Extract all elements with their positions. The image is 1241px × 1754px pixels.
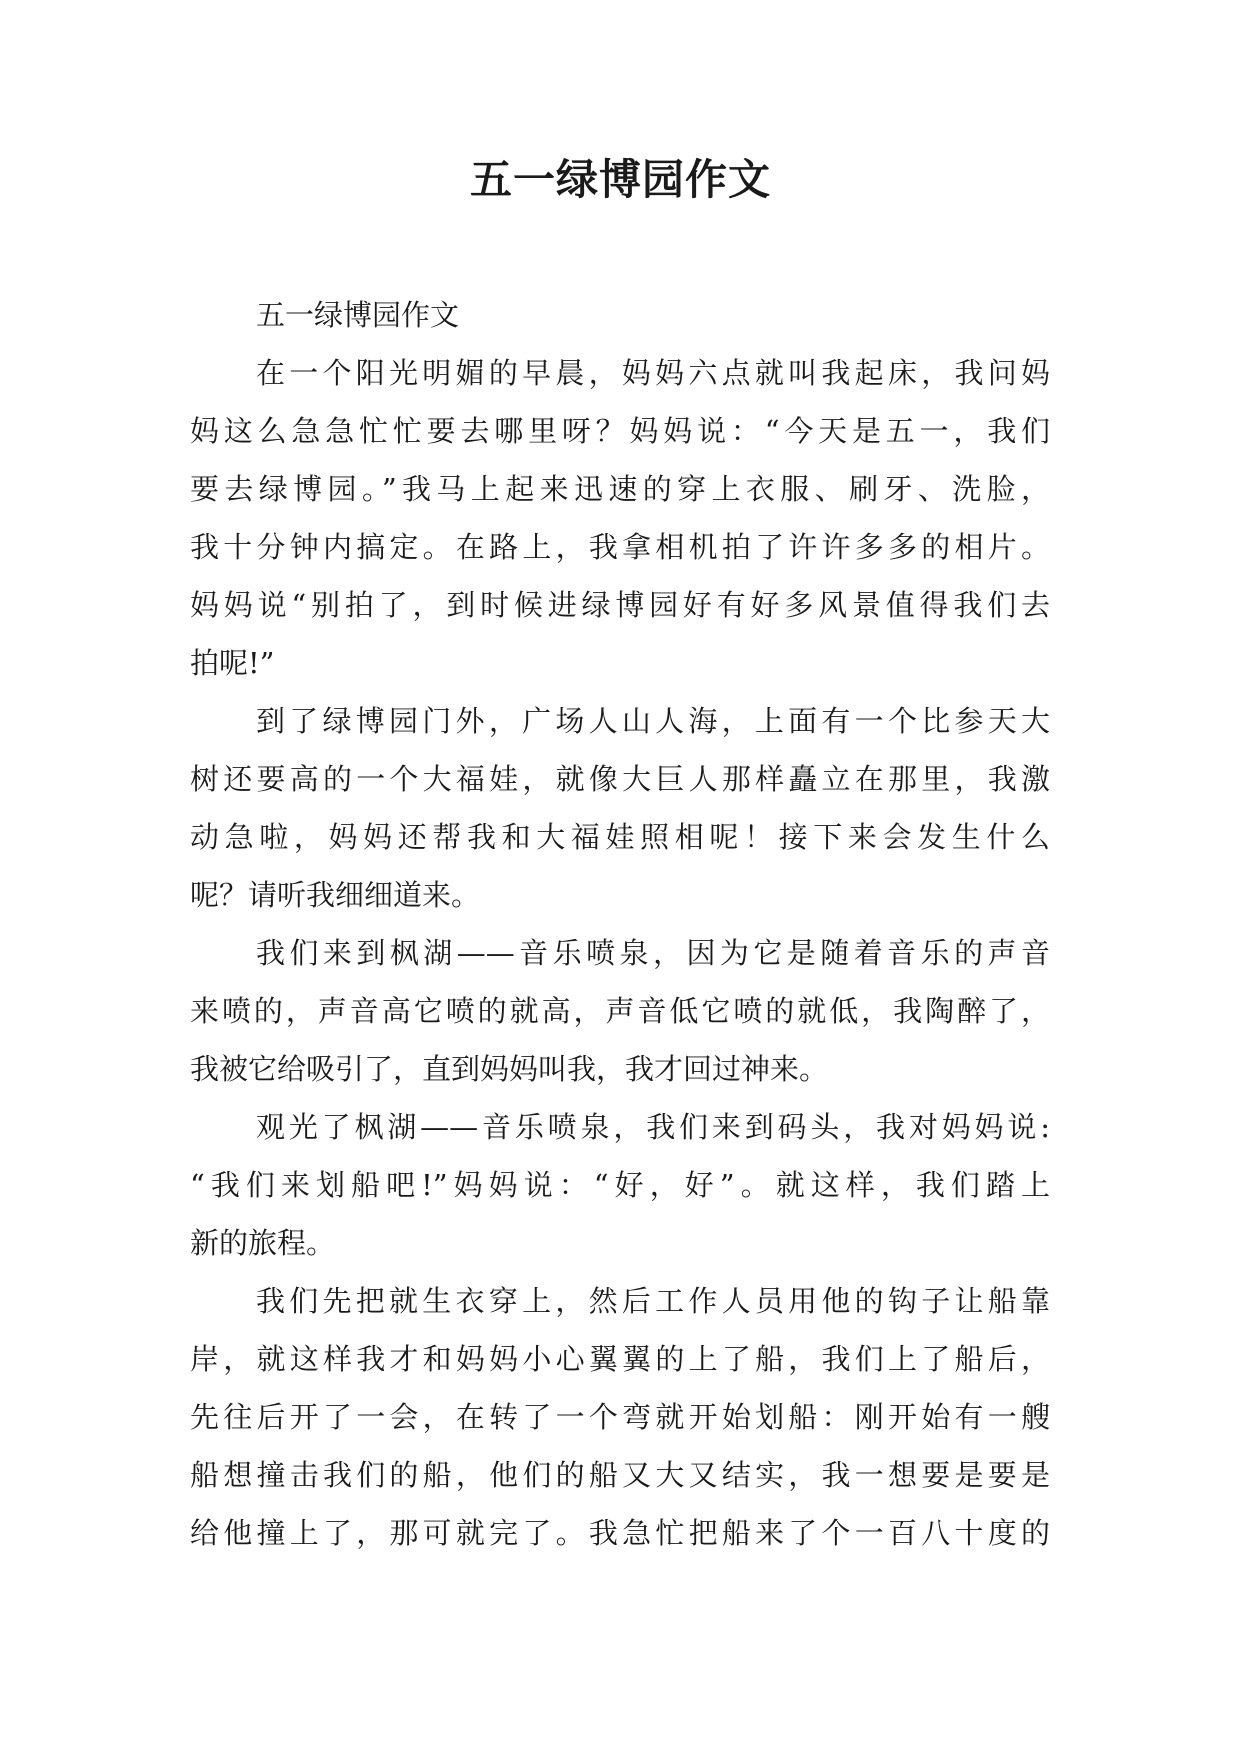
paragraph-line: 观光了枫湖——音乐喷泉，我们来到码头，我对妈妈说: — [256, 1110, 1050, 1144]
paragraph-line: 先往后开了一会，在转了一个弯就开始划船：刚开始有一艘 — [190, 1400, 1050, 1434]
paragraph-line: 我们来到枫湖——音乐喷泉，因为它是随着音乐的声音 — [256, 936, 1050, 970]
essay-subtitle-line: 五一绿博园作文 — [256, 298, 460, 332]
paragraph-line: 到了绿博园门外，广场人山人海，上面有一个比参天大 — [256, 704, 1050, 738]
paragraph-line: 动急啦，妈妈还帮我和大福娃照相呢！接下来会发生什么 — [190, 820, 1050, 854]
paragraph-line: 我被它给吸引了，直到妈妈叫我，我才回过神来。 — [190, 1052, 829, 1086]
paragraph-line: 妈这么急急忙忙要去哪里呀？妈妈说：“今天是五一，我们 — [190, 414, 1050, 448]
essay-body — [190, 286, 1050, 1562]
paragraph-line: 在一个阳光明媚的早晨，妈妈六点就叫我起床，我问妈 — [256, 356, 1050, 390]
document-title: 五一绿博园作文 — [469, 155, 771, 204]
paragraph-line: 给他撞上了，那可就完了。我急忙把船来了个一百八十度的 — [190, 1516, 1050, 1550]
paragraph-line: 要去绿博园。”我马上起来迅速的穿上衣服、刷牙、洗脸， — [190, 472, 1050, 506]
paragraph-line: 新的旅程。 — [190, 1226, 336, 1260]
paragraph-line: 来喷的，声音高它喷的就高，声音低它喷的就低，我陶醉了， — [190, 994, 1050, 1028]
paragraph-line: 船想撞击我们的船，他们的船又大又结实，我一想要是要是 — [190, 1458, 1050, 1492]
paragraph-line: 岸，就这样我才和妈妈小心翼翼的上了船，我们上了船后， — [190, 1342, 1050, 1376]
paragraph-line: 树还要高的一个大福娃，就像大巨人那样矗立在那里，我激 — [190, 762, 1050, 796]
paragraph-line: 妈妈说“别拍了，到时候进绿博园好有好多风景值得我们去 — [190, 588, 1050, 622]
paragraph-line: 我十分钟内搞定。在路上，我拿相机拍了许许多多的相片。 — [190, 530, 1050, 564]
paragraph-line: 拍呢!” — [190, 646, 275, 680]
paragraph-line: 呢？请听我细细道来。 — [190, 878, 481, 912]
paragraph-line: 我们先把就生衣穿上，然后工作人员用他的钩子让船靠 — [256, 1284, 1050, 1318]
paragraph-line: “我们来划船吧!”妈妈说：“好，好”。就这样，我们踏上 — [190, 1168, 1050, 1202]
